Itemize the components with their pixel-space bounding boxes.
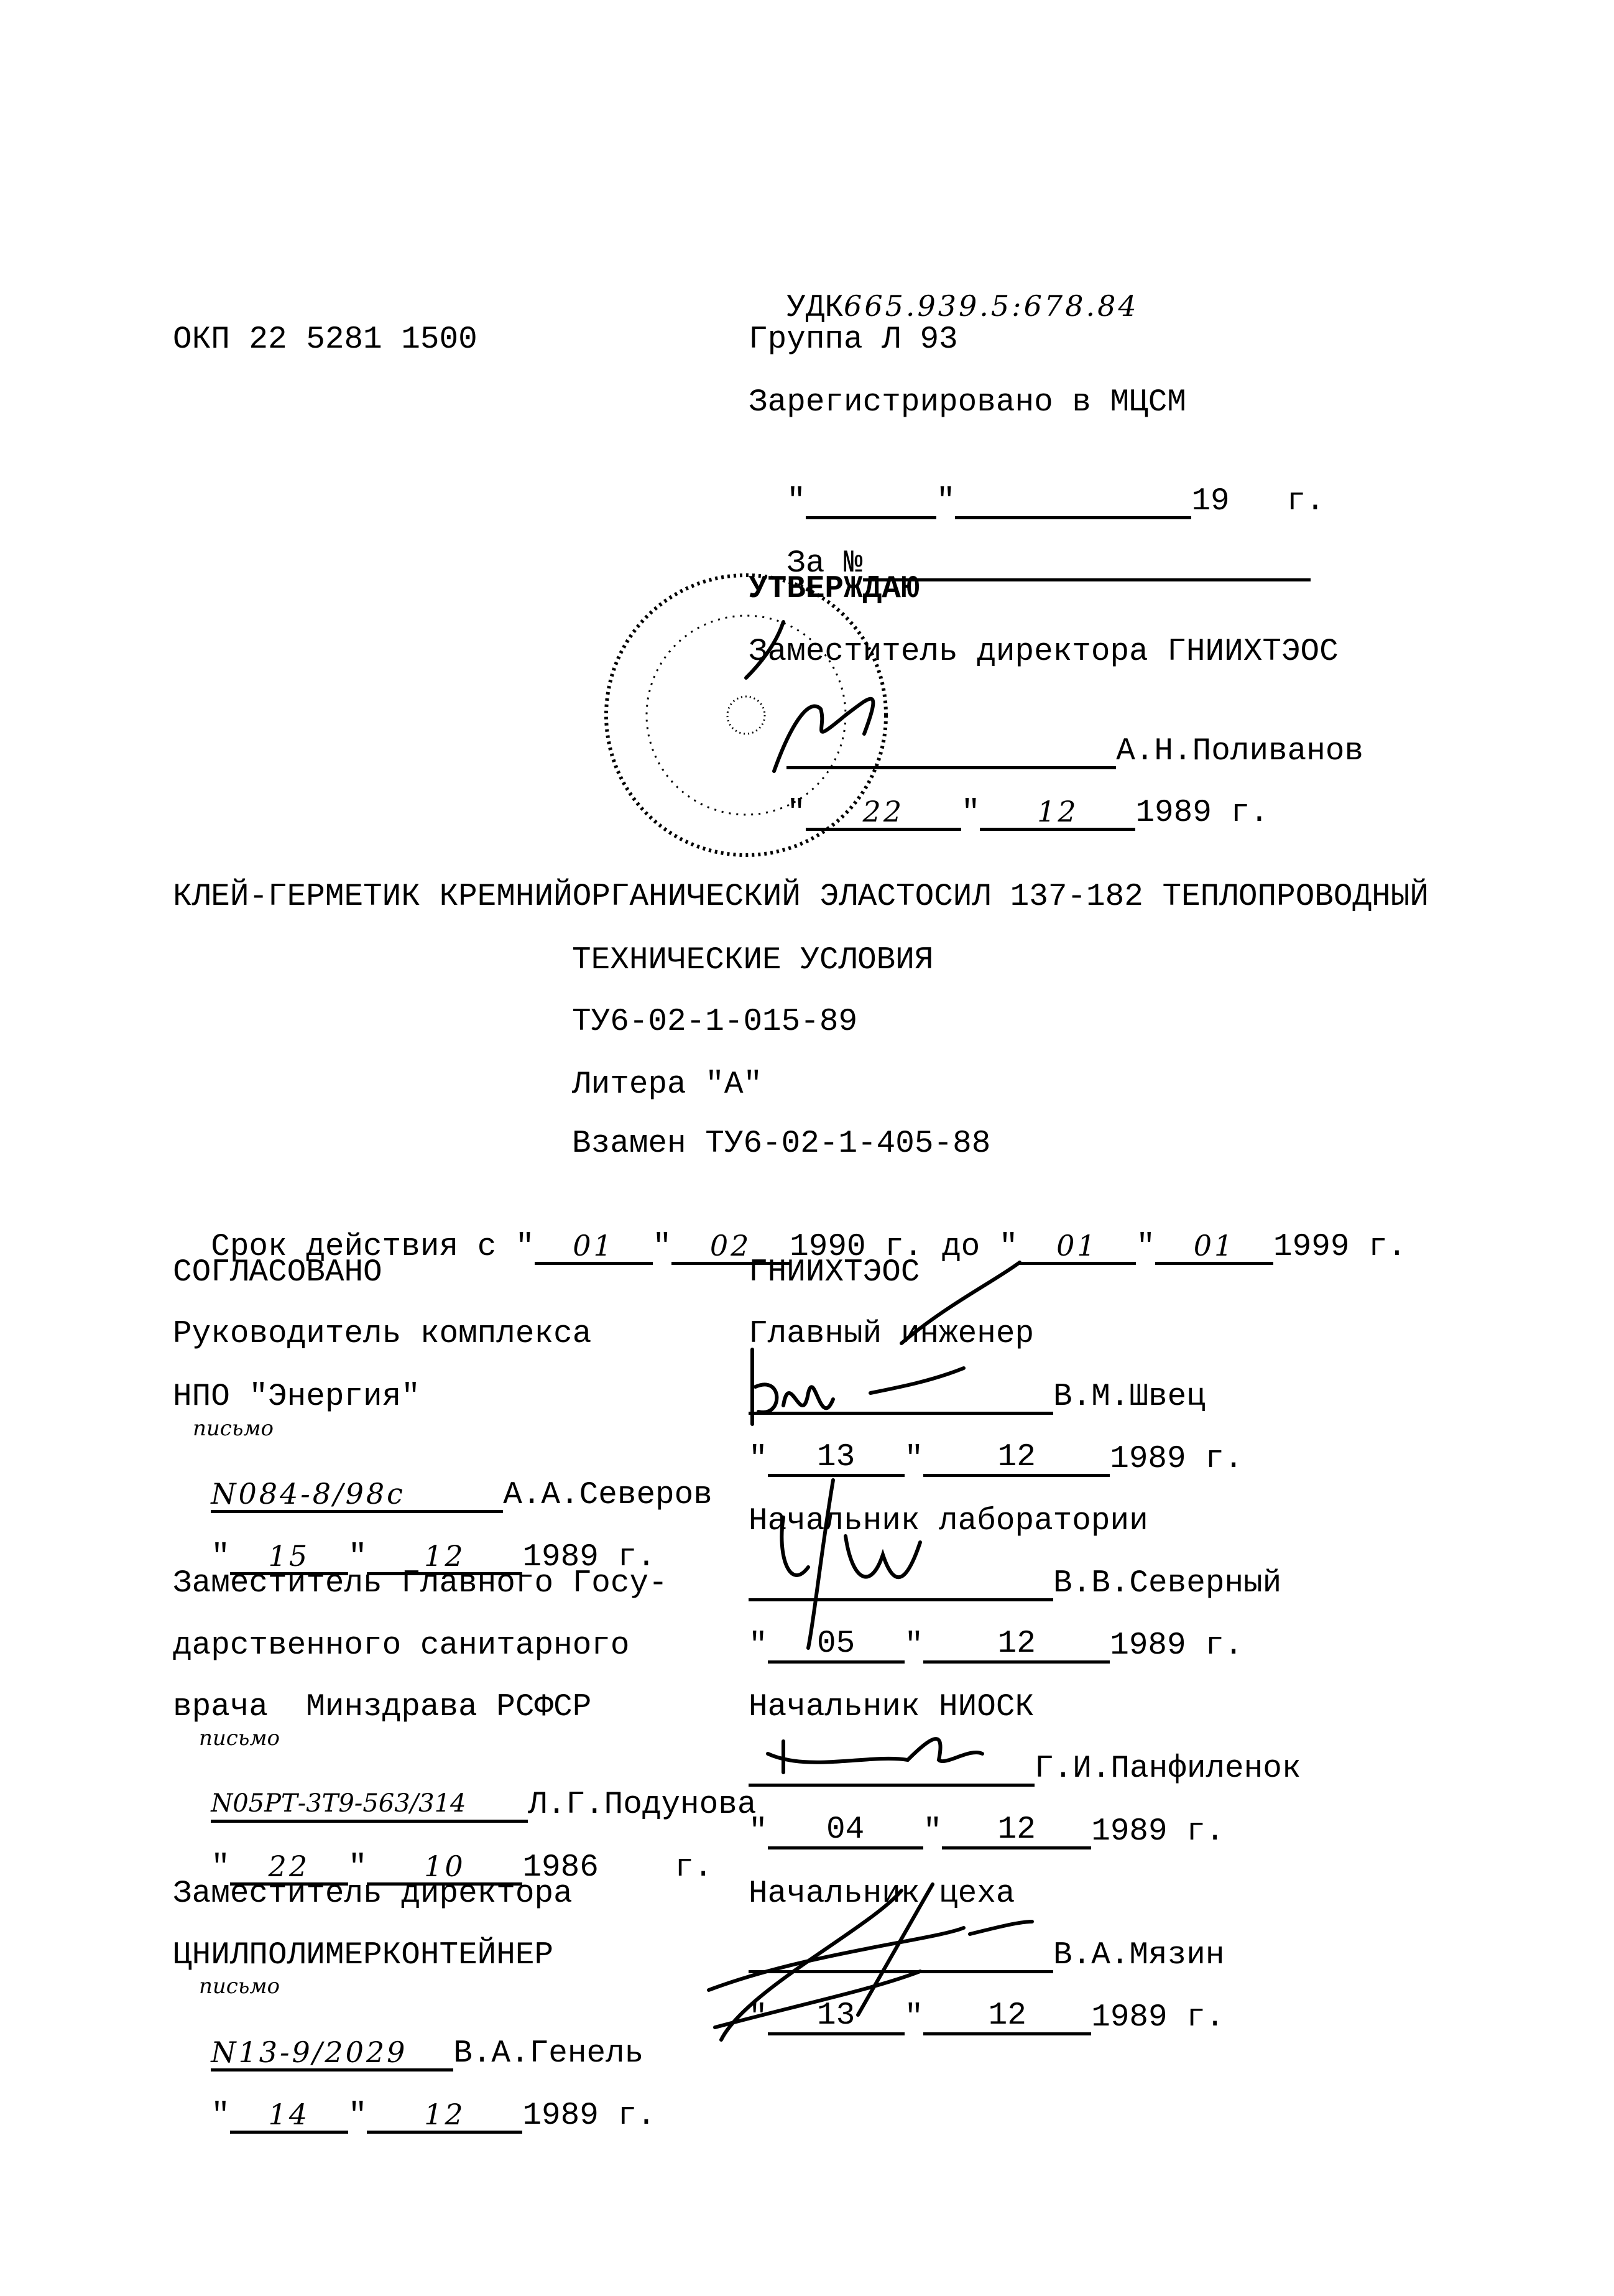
valid-to-month: 01	[1155, 1229, 1273, 1265]
udk-value: 665.939.5:678.84	[844, 289, 1139, 323]
e2-position-2: дарственного санитарного	[173, 1628, 630, 1664]
document-code: ТУ6-02-1-015-89	[572, 1004, 858, 1040]
za-no-label: За №	[786, 546, 863, 581]
e1-date: " 15 " 12 1989 г.	[211, 1539, 656, 1575]
udk-line	[749, 252, 1139, 326]
e2-letter-line	[173, 1751, 757, 1823]
registration-number	[749, 510, 1311, 581]
institute-heading: ГНИИХТЭОС	[749, 1255, 920, 1290]
e3-note: письмо	[199, 1974, 280, 1999]
approval-year: 1989 г.	[1135, 795, 1269, 831]
e1-position-2: НПО "Энергия"	[173, 1379, 420, 1415]
approval-day: 22	[806, 795, 961, 831]
document-subtitle: ТЕХНИЧЕСКИЕ УСЛОВИЯ	[572, 943, 934, 978]
valid-from-day: 01	[535, 1229, 653, 1265]
r2-name: В.В.Северный	[1053, 1566, 1282, 1601]
r1-signature-line	[749, 1379, 1206, 1415]
r4-position: Начальник цеха	[749, 1876, 1015, 1912]
e3-letter-line	[173, 2000, 644, 2071]
e2-position-3: врача Минздрава РСФСР	[173, 1690, 592, 1725]
r2-position: Начальник лаборатории	[749, 1504, 1148, 1539]
valid-to-day: 01	[1018, 1229, 1136, 1265]
approval-name: А.Н.Поливанов	[1116, 734, 1364, 769]
okp-code: ОКП 22 5281 1500	[173, 322, 477, 358]
r2-date: " 05 " 12 1989 г.	[749, 1626, 1243, 1664]
e2-name: Л.Г.Подунова	[528, 1787, 757, 1823]
approval-date: " 22 " 12 1989 г.	[786, 795, 1269, 831]
e3-name: В.А.Генель	[453, 2036, 644, 2071]
registration-date: " " 19 г.	[786, 484, 1325, 519]
r4-date: " 13 " 12 1989 г.	[749, 1998, 1225, 2035]
valid-from-month: 02	[671, 1229, 790, 1265]
document-litera: Литера "А"	[572, 1067, 763, 1103]
approval-position: Заместитель директора ГНИИХТЭОС	[749, 634, 1339, 670]
e1-name: А.А.Северов	[503, 1478, 712, 1513]
registered-label: Зарегистрировано в МЦСМ	[749, 385, 1186, 420]
approval-month: 12	[980, 795, 1135, 831]
r1-position: Главный инженер	[749, 1317, 1035, 1352]
e1-letter: N084-8/98с	[211, 1478, 503, 1513]
e3-date: " 14 " 12 1989 г.	[211, 2098, 656, 2134]
e1-position-1: Руководитель комплекса	[173, 1317, 592, 1352]
e2-note: письмо	[199, 1726, 280, 1751]
document-replaces: Взамен ТУ6-02-1-405-88	[572, 1126, 991, 1162]
r4-signature-line	[749, 1938, 1224, 1974]
r3-name: Г.И.Панфиленок	[1035, 1751, 1301, 1787]
r3-position: Начальник НИОСК	[749, 1690, 1035, 1725]
e1-letter-line	[173, 1442, 712, 1513]
document-title: КЛЕЙ-ГЕРМЕТИК КРЕМНИЙОРГАНИЧЕСКИЙ ЭЛАСТОСИЛ 137-182 ТЕПЛОПРОВОДНЫЙ	[173, 879, 1429, 915]
approval-title: УТВЕРЖДАЮ	[749, 572, 920, 607]
reg-number-blank	[863, 546, 1311, 581]
r1-name: В.М.Швец	[1053, 1379, 1206, 1415]
e3-letter: N13-9/2029	[211, 2036, 453, 2071]
e2-letter: N05РТ-3Т9-563/314	[211, 1787, 528, 1823]
r3-date: " 04 " 12 1989 г.	[749, 1812, 1225, 1849]
e2-date: " 22 " 10 1986 г.	[211, 1849, 713, 1886]
validity-period: Срок действия с " 01 " 02 1990 г. до " 01 " 01 1999 г.	[211, 1229, 1407, 1265]
group-code: Группа Л 93	[749, 322, 958, 358]
e3-position-2: ЦНИЛПОЛИМЕРКОНТЕЙНЕР	[173, 1938, 554, 1973]
r1-date: " 13 " 12 1989 г.	[749, 1440, 1243, 1477]
e3-position-1: Заместитель директора	[173, 1876, 573, 1912]
r2-signature-line	[749, 1566, 1281, 1602]
approval-signature-line	[749, 698, 1364, 769]
r3-signature-line	[749, 1751, 1301, 1787]
e1-note: письмо	[193, 1416, 274, 1441]
reg-year: 19	[1191, 484, 1230, 519]
e2-position-1: Заместитель Главного Госу-	[173, 1566, 668, 1601]
agreed-heading: СОГЛАСОВАНО	[173, 1255, 382, 1290]
r4-name: В.А.Мязин	[1053, 1938, 1225, 1973]
udk-label: УДК	[786, 290, 844, 326]
